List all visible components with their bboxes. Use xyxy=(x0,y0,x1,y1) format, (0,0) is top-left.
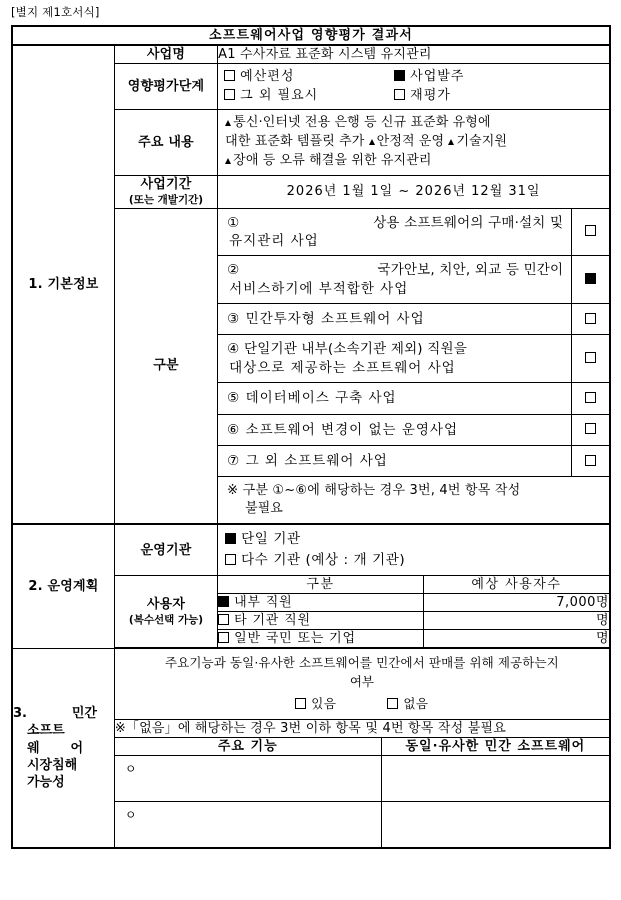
stage-option-reassessment[interactable] xyxy=(394,86,564,105)
field-label-users xyxy=(114,575,217,648)
field-label-gubun: 구분 xyxy=(114,208,217,524)
field-label-users-sub: (복수선택 가능) xyxy=(128,613,204,626)
market-question-row xyxy=(12,648,610,719)
gubun-checkbox-5[interactable] xyxy=(572,383,610,414)
gubun-item-number: ③ xyxy=(227,311,241,328)
user-option-internal[interactable] xyxy=(218,594,424,612)
content-line-text: 장애 등 오류 해결을 위한 유지관리 xyxy=(233,152,432,168)
gubun-item-number: ⑤ xyxy=(227,390,241,407)
section3-label-line1: 3. 민간 xyxy=(13,706,97,722)
gubun-item-number: ② xyxy=(227,262,240,279)
checkbox-icon[interactable] xyxy=(585,352,596,363)
gubun-checkbox-4[interactable] xyxy=(572,335,610,383)
gubun-checkbox-6[interactable] xyxy=(572,414,610,445)
content-line-text: 기술지원 xyxy=(456,133,508,149)
project-name-row xyxy=(12,45,610,64)
project-name-value: A1 수사자료 표준화 시스템 유지관리 xyxy=(218,45,610,64)
period-value: 2026년 1월 1일 ~ 2026년 12월 31일 xyxy=(218,175,610,208)
stage-option-label: 재평가 xyxy=(410,87,451,103)
stage-option-order[interactable] xyxy=(394,67,564,86)
triangle-bullet-icon xyxy=(448,139,454,145)
gubun-note xyxy=(218,477,610,525)
market-column-header-software: 동일·유사한 민간 소프트웨어 xyxy=(381,738,610,756)
user-count-public[interactable]: 명 xyxy=(423,630,610,649)
stage-option-label: 그 외 필요시 xyxy=(240,87,319,103)
users-column-header-count: 예상 사용자수 xyxy=(423,575,610,593)
gubun-checkbox-3[interactable] xyxy=(572,304,610,335)
content-line-text: 안정적 운영 xyxy=(376,133,445,149)
form-number: [별지 제1호서식] xyxy=(11,5,100,19)
triangle-bullet-icon xyxy=(225,158,231,164)
page-title: 소프트웨어사업 영향평가 결과서 xyxy=(12,26,610,45)
gubun-item-6 xyxy=(218,414,572,445)
user-option-label: 일반 국민 또는 기업 xyxy=(234,631,356,647)
field-label-operating-org: 운영기관 xyxy=(114,524,217,575)
title-row xyxy=(12,26,610,45)
user-option-label: 타 기관 직원 xyxy=(234,613,311,629)
checkbox-checked-icon[interactable] xyxy=(394,70,405,81)
checkbox-icon[interactable] xyxy=(218,614,229,625)
field-label-period-sub: (또는 개발기간) xyxy=(128,193,204,206)
user-option-other-org[interactable] xyxy=(218,612,424,630)
field-label-main-content: 주요 내용 xyxy=(114,110,217,176)
users-column-header-gubun: 구분 xyxy=(218,575,424,593)
checkbox-icon[interactable] xyxy=(295,698,306,709)
market-answer-yes[interactable] xyxy=(295,696,336,711)
section3-label-line3: 웨 어 xyxy=(27,740,83,756)
gubun-item-1 xyxy=(218,208,572,256)
field-label-project-name: 사업명 xyxy=(114,45,217,64)
checkbox-icon[interactable] xyxy=(585,313,596,324)
section-label-market-impact xyxy=(12,648,114,848)
checkbox-icon[interactable] xyxy=(585,455,596,466)
market-function-cell-1[interactable]: ㅇ xyxy=(124,762,137,777)
content-line-text: 대한 표준화 템플릿 추가 xyxy=(225,133,365,149)
market-software-column xyxy=(381,756,610,849)
org-option-label: 다수 기관 (예상 : 개 기관) xyxy=(241,551,406,568)
market-answer-label: 없음 xyxy=(403,695,429,711)
gubun-item-number: ④ xyxy=(227,341,240,358)
gubun-item-text: 그 외 소프트웨어 사업 xyxy=(245,452,388,469)
impact-assessment-form xyxy=(11,25,611,850)
user-option-label: 내부 직원 xyxy=(234,595,293,611)
content-line-2 xyxy=(225,133,603,152)
field-label-period xyxy=(114,175,217,208)
content-line-text: 통신·인터넷 전용 은행 등 신규 표준화 유형에 xyxy=(233,115,491,131)
market-answer-no[interactable] xyxy=(387,696,428,711)
stage-option-label: 사업발주 xyxy=(410,68,465,84)
gubun-note-line1: ※ 구분 ①~⑥에 해당하는 경우 3번, 4번 항목 작성 xyxy=(227,483,521,499)
gubun-item-4 xyxy=(218,335,572,383)
org-option-label: 단일 기관 xyxy=(241,531,301,548)
checkbox-icon[interactable] xyxy=(394,89,405,100)
stage-option-label: 예산편성 xyxy=(240,68,295,84)
operating-org-options xyxy=(218,524,610,575)
gubun-item-text: 민간투자형 소프트웨어 사업 xyxy=(245,311,425,328)
checkbox-icon[interactable] xyxy=(585,423,596,434)
gubun-item-5 xyxy=(218,383,572,414)
main-content-value xyxy=(218,110,610,176)
checkbox-icon[interactable] xyxy=(585,392,596,403)
user-count-other-org[interactable]: 명 xyxy=(423,612,610,630)
gubun-item-text: 상용 소프트웨어의 구매·설치 및 xyxy=(373,214,564,231)
org-option-multiple[interactable] xyxy=(225,550,609,570)
user-count-internal[interactable]: 7,000명 xyxy=(423,594,610,612)
market-software-cell-2[interactable] xyxy=(382,802,609,847)
section-label-basic-info: 1. 기본정보 xyxy=(12,45,114,525)
gubun-item-text2: 서비스하기에 부적합한 사업 xyxy=(229,280,409,297)
field-label-stage: 영향평가단계 xyxy=(114,63,217,109)
operating-org-row xyxy=(12,524,610,575)
gubun-item-number: ⑦ xyxy=(227,452,241,469)
gubun-item-text2: 유지관리 사업 xyxy=(229,233,319,250)
checkbox-icon[interactable] xyxy=(218,632,229,643)
gubun-checkbox-1[interactable] xyxy=(572,208,610,256)
market-answer-label: 있음 xyxy=(311,695,337,711)
user-option-public[interactable] xyxy=(218,630,424,649)
gubun-note-line2: 불필요 xyxy=(245,500,283,516)
market-column-header-function: 주요 기능 xyxy=(114,738,381,756)
field-label-period-main: 사업기간 xyxy=(140,176,192,192)
triangle-bullet-icon xyxy=(225,120,231,126)
checkbox-checked-icon[interactable] xyxy=(218,596,229,607)
market-software-cell-1[interactable] xyxy=(382,756,609,801)
market-function-column xyxy=(114,756,381,849)
gubun-item-text: 소프트웨어 변경이 없는 운영사업 xyxy=(245,421,459,438)
content-line-3 xyxy=(225,152,603,171)
gubun-item-7 xyxy=(218,445,572,476)
gubun-item-text: 데이터베이스 구축 사업 xyxy=(245,390,397,407)
stage-options xyxy=(218,63,610,109)
content-line-1 xyxy=(225,114,603,133)
market-question-block xyxy=(114,648,610,719)
section3-label-line5: 가능성 xyxy=(27,774,65,790)
section3-label-line2: 소프트 xyxy=(27,723,65,739)
market-question-line2: 여부 xyxy=(349,673,374,689)
gubun-item-2 xyxy=(218,256,572,304)
gubun-checkbox-7[interactable] xyxy=(572,445,610,476)
checkbox-icon[interactable] xyxy=(224,89,235,100)
checkbox-checked-icon[interactable] xyxy=(225,533,236,544)
gubun-item-number: ① xyxy=(227,214,240,231)
market-function-cell-2[interactable]: ㅇ xyxy=(124,808,137,823)
section3-label-line4: 시장침해 xyxy=(27,757,78,773)
gubun-item-text: 국가안보, 치안, 외교 등 민간이 xyxy=(377,262,564,279)
checkbox-icon[interactable] xyxy=(585,225,596,236)
field-label-users-main: 사용자 xyxy=(146,596,186,612)
market-note: ※「없음」에 해당하는 경우 3번 이하 항목 및 4번 항목 작성 불필요 xyxy=(114,719,610,737)
gubun-item-text2: 대상으로 제공하는 소프트웨어 사업 xyxy=(229,359,456,376)
checkbox-checked-icon[interactable] xyxy=(585,273,596,284)
triangle-bullet-icon xyxy=(369,139,375,145)
gubun-item-3 xyxy=(218,304,572,335)
checkbox-icon[interactable] xyxy=(387,698,398,709)
checkbox-icon[interactable] xyxy=(224,70,235,81)
stage-option-other[interactable] xyxy=(224,86,394,105)
stage-option-budget[interactable] xyxy=(224,67,394,86)
checkbox-icon[interactable] xyxy=(225,554,236,565)
market-answer-options xyxy=(123,695,601,713)
org-option-single[interactable] xyxy=(225,529,609,549)
market-question-line1: 주요기능과 동일·유사한 소프트웨어를 민간에서 판매를 위해 제공하는지 xyxy=(165,655,559,671)
gubun-item-text: 단일기관 내부(소속기관 제외) 직원을 xyxy=(243,341,467,358)
gubun-checkbox-2[interactable] xyxy=(572,256,610,304)
section-label-operation-plan: 2. 운영계획 xyxy=(12,524,114,648)
gubun-item-number: ⑥ xyxy=(227,421,241,438)
